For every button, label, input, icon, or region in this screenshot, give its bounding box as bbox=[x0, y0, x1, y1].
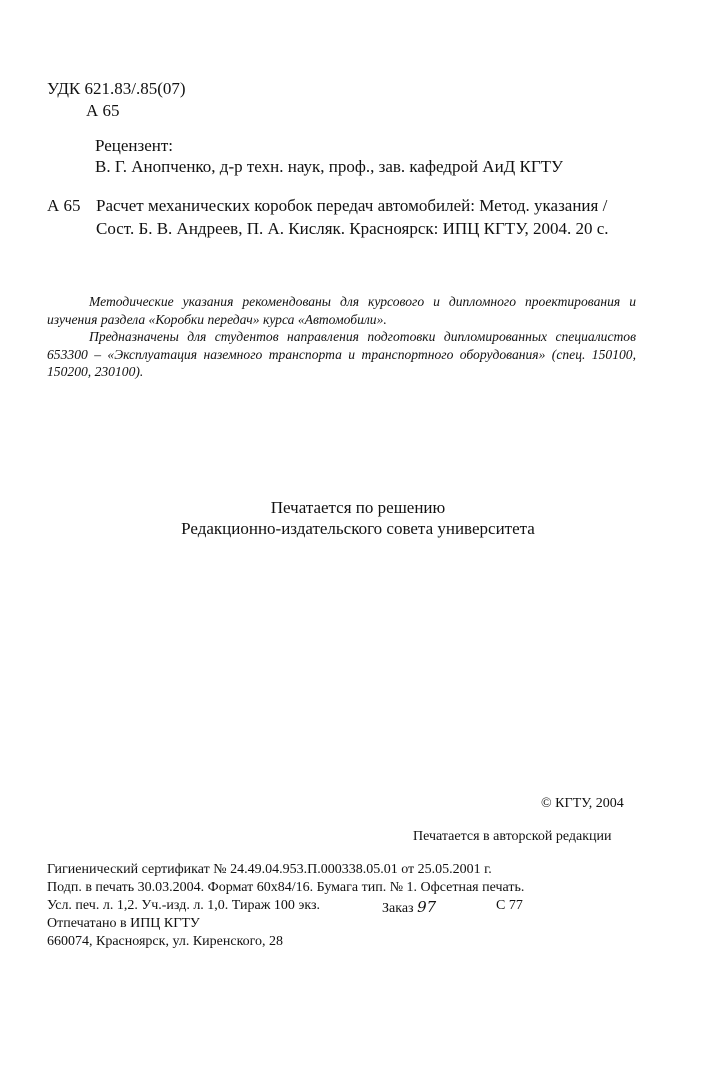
reviewer-name: В. Г. Анопченко, д-р техн. наук, проф., зав. кафедрой АиД КГТУ bbox=[95, 157, 564, 176]
copyright-notice: © КГТУ, 2004 bbox=[541, 796, 624, 811]
print-decision-line-1: Печатается по решению bbox=[270, 498, 446, 517]
print-decision-line-2: Редакционно-издательского совета университета bbox=[181, 519, 535, 538]
print-info: Подп. в печать 30.03.2004. Формат 60x84/16. Бумага тип. № 1. Офсетная печать. bbox=[47, 880, 525, 895]
order-label: Заказ bbox=[382, 901, 414, 916]
bibliography-index: А 65 bbox=[47, 196, 81, 215]
order-field bbox=[382, 898, 436, 917]
author-edition-note: Печатается в авторской редакции bbox=[413, 829, 612, 844]
sheets-and-circulation: Усл. печ. л. 1,2. Уч.-изд. л. 1,0. Тираж 100 экз. bbox=[47, 898, 321, 913]
bibliography-line-1: Расчет механических коробок передач автомобилей: Метод. указания / bbox=[96, 196, 608, 215]
reviewer-label: Рецензент: bbox=[95, 136, 174, 155]
udk-code: УДК 621.83/.85(07) bbox=[47, 79, 186, 98]
annotation-text-1: Методические указания рекомендованы для курсового и дипломного проектирования и изучения раздела «Коробки передач» курса «Автомобили». bbox=[47, 294, 636, 327]
bibliography-line-2: Сост. Б. В. Андреев, П. А. Кисляк. Красноярск: ИПЦ КГТУ, 2004. 20 с. bbox=[96, 219, 609, 238]
hygiene-certificate: Гигиенический сертификат № 24.49.04.953.П.000338.05.01 от 25.05.2001 г. bbox=[47, 862, 492, 877]
library-classification: А 65 bbox=[86, 101, 120, 120]
publisher-address: 660074, Красноярск, ул. Киренского, 28 bbox=[47, 934, 284, 949]
printed-at: Отпечатано в ИПЦ КГТУ bbox=[47, 916, 200, 931]
order-number: 97 bbox=[417, 898, 437, 916]
annotation-paragraph-1 bbox=[47, 293, 636, 328]
imprint-code: С 77 bbox=[496, 898, 523, 913]
annotation-paragraph-2 bbox=[47, 328, 636, 381]
annotation-text-2: Предназначены для студентов направления подготовки дипломированных специалистов 653300 – «Эксплуатация наземного транспорта и транспортного оборудования» (спец. 150100, 150200, 230100). bbox=[47, 329, 636, 379]
